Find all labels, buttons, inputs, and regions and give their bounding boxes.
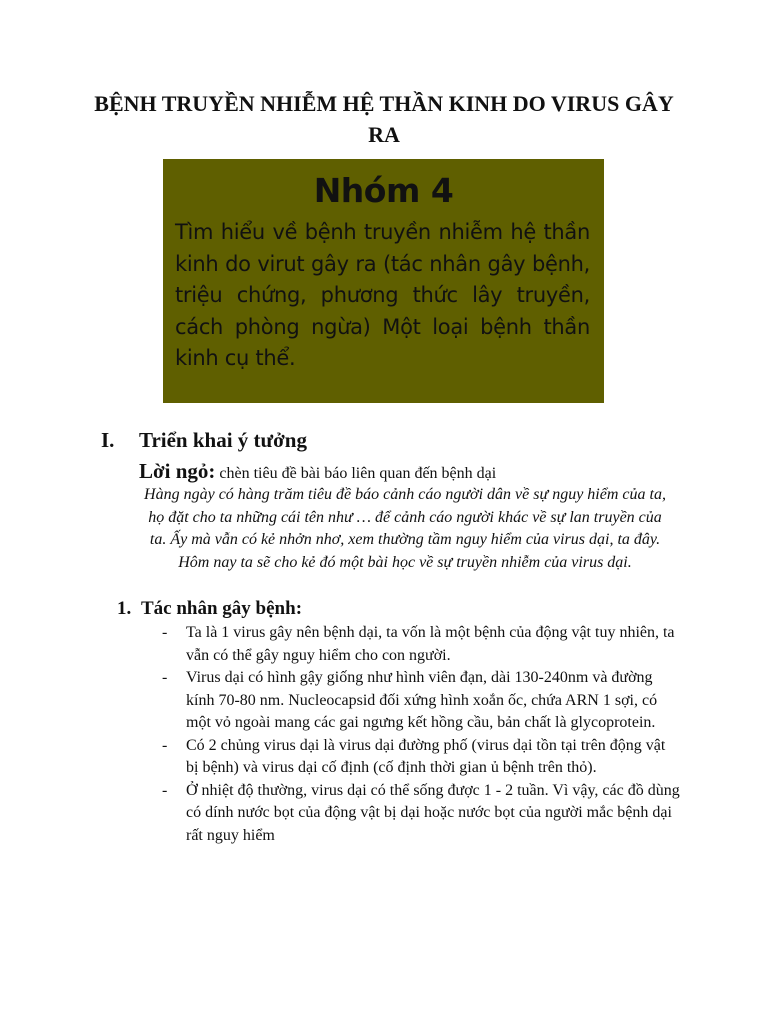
group-heading: Nhóm 4 — [313, 171, 454, 210]
section-title: Triển khai ý tưởng — [139, 428, 307, 452]
bullet-dash: - — [162, 624, 168, 641]
italic-paragraph: Hàng ngày có hàng trăm tiêu đề báo cảnh cáo người dân về sự nguy hiểm của ta, họ đặt cho ta những cái tên như … để cảnh cáo người khác về sự lan truyền của ta. Ấy mà vẫn có kẻ nhởn nhơ, xem thường tầm nguy hiểm của virus dại, ta đây. Hôm nay ta sẽ cho kẻ đó một bài học về sự truyền nhiễm của virus dại. — [144, 486, 666, 571]
intro-label: Lời ngỏ: — [139, 459, 216, 483]
group-info-box — [163, 159, 604, 403]
bullet-dash: - — [162, 669, 168, 686]
list-item-text: Ta là 1 virus gây nên bệnh dại, ta vốn là một bệnh của động vật tuy nhiên, ta vẫn có thể gây nguy hiểm cho con người. — [186, 624, 675, 664]
subsection-title: Tác nhân gây bệnh: — [141, 598, 303, 619]
list-item-text: Ở nhiệt độ thường, virus dại có thể sống được 1 - 2 tuần. Vì vậy, các đồ dùng có dính nước bọt của động vật bị dại hoặc nước bọt của người mắc bệnh dại rất nguy hiểm — [186, 781, 680, 844]
list-item — [160, 735, 680, 780]
document-title: BỆNH TRUYỀN NHIỄM HỆ THẦN KINH DO VIRUS GÂY RA — [94, 91, 674, 147]
list-item-text: Virus dại có hình gậy giống như hình viên đạn, dài 130-240nm và đường kính 70-80 nm. Nucleocapsid đối xứng hình xoắn ốc, chứa ARN 1 sợi, có một vỏ ngoài mang các gai ngưng kết hồng cầu, bản chất là glycoprotein. — [186, 669, 658, 731]
bullet-list — [160, 622, 680, 847]
list-item — [160, 780, 680, 848]
list-item-text: Có 2 chủng virus dại là virus dại đường phố (virus dại tồn tại trên động vật bị bệnh) và virus dại cố định (cố định thời gian ủ bệnh trên thỏ). — [186, 736, 666, 776]
group-description: Tìm hiểu về bệnh truyền nhiễm hệ thần kinh do virut gây ra (tác nhân gây bệnh, triệu chứng, phương thức lây truyền, cách phòng ngừa) Một loại bệnh thần kinh cụ thể. — [175, 220, 590, 370]
intro-line — [139, 459, 496, 484]
bullet-dash: - — [162, 781, 168, 799]
list-item — [160, 622, 680, 667]
bullet-dash: - — [162, 736, 168, 754]
list-item — [160, 667, 680, 735]
section-number: I. — [101, 428, 115, 452]
subsection-number: 1. — [117, 598, 132, 619]
intro-text: chèn tiêu đề bài báo liên quan đến bệnh dại — [219, 465, 497, 482]
